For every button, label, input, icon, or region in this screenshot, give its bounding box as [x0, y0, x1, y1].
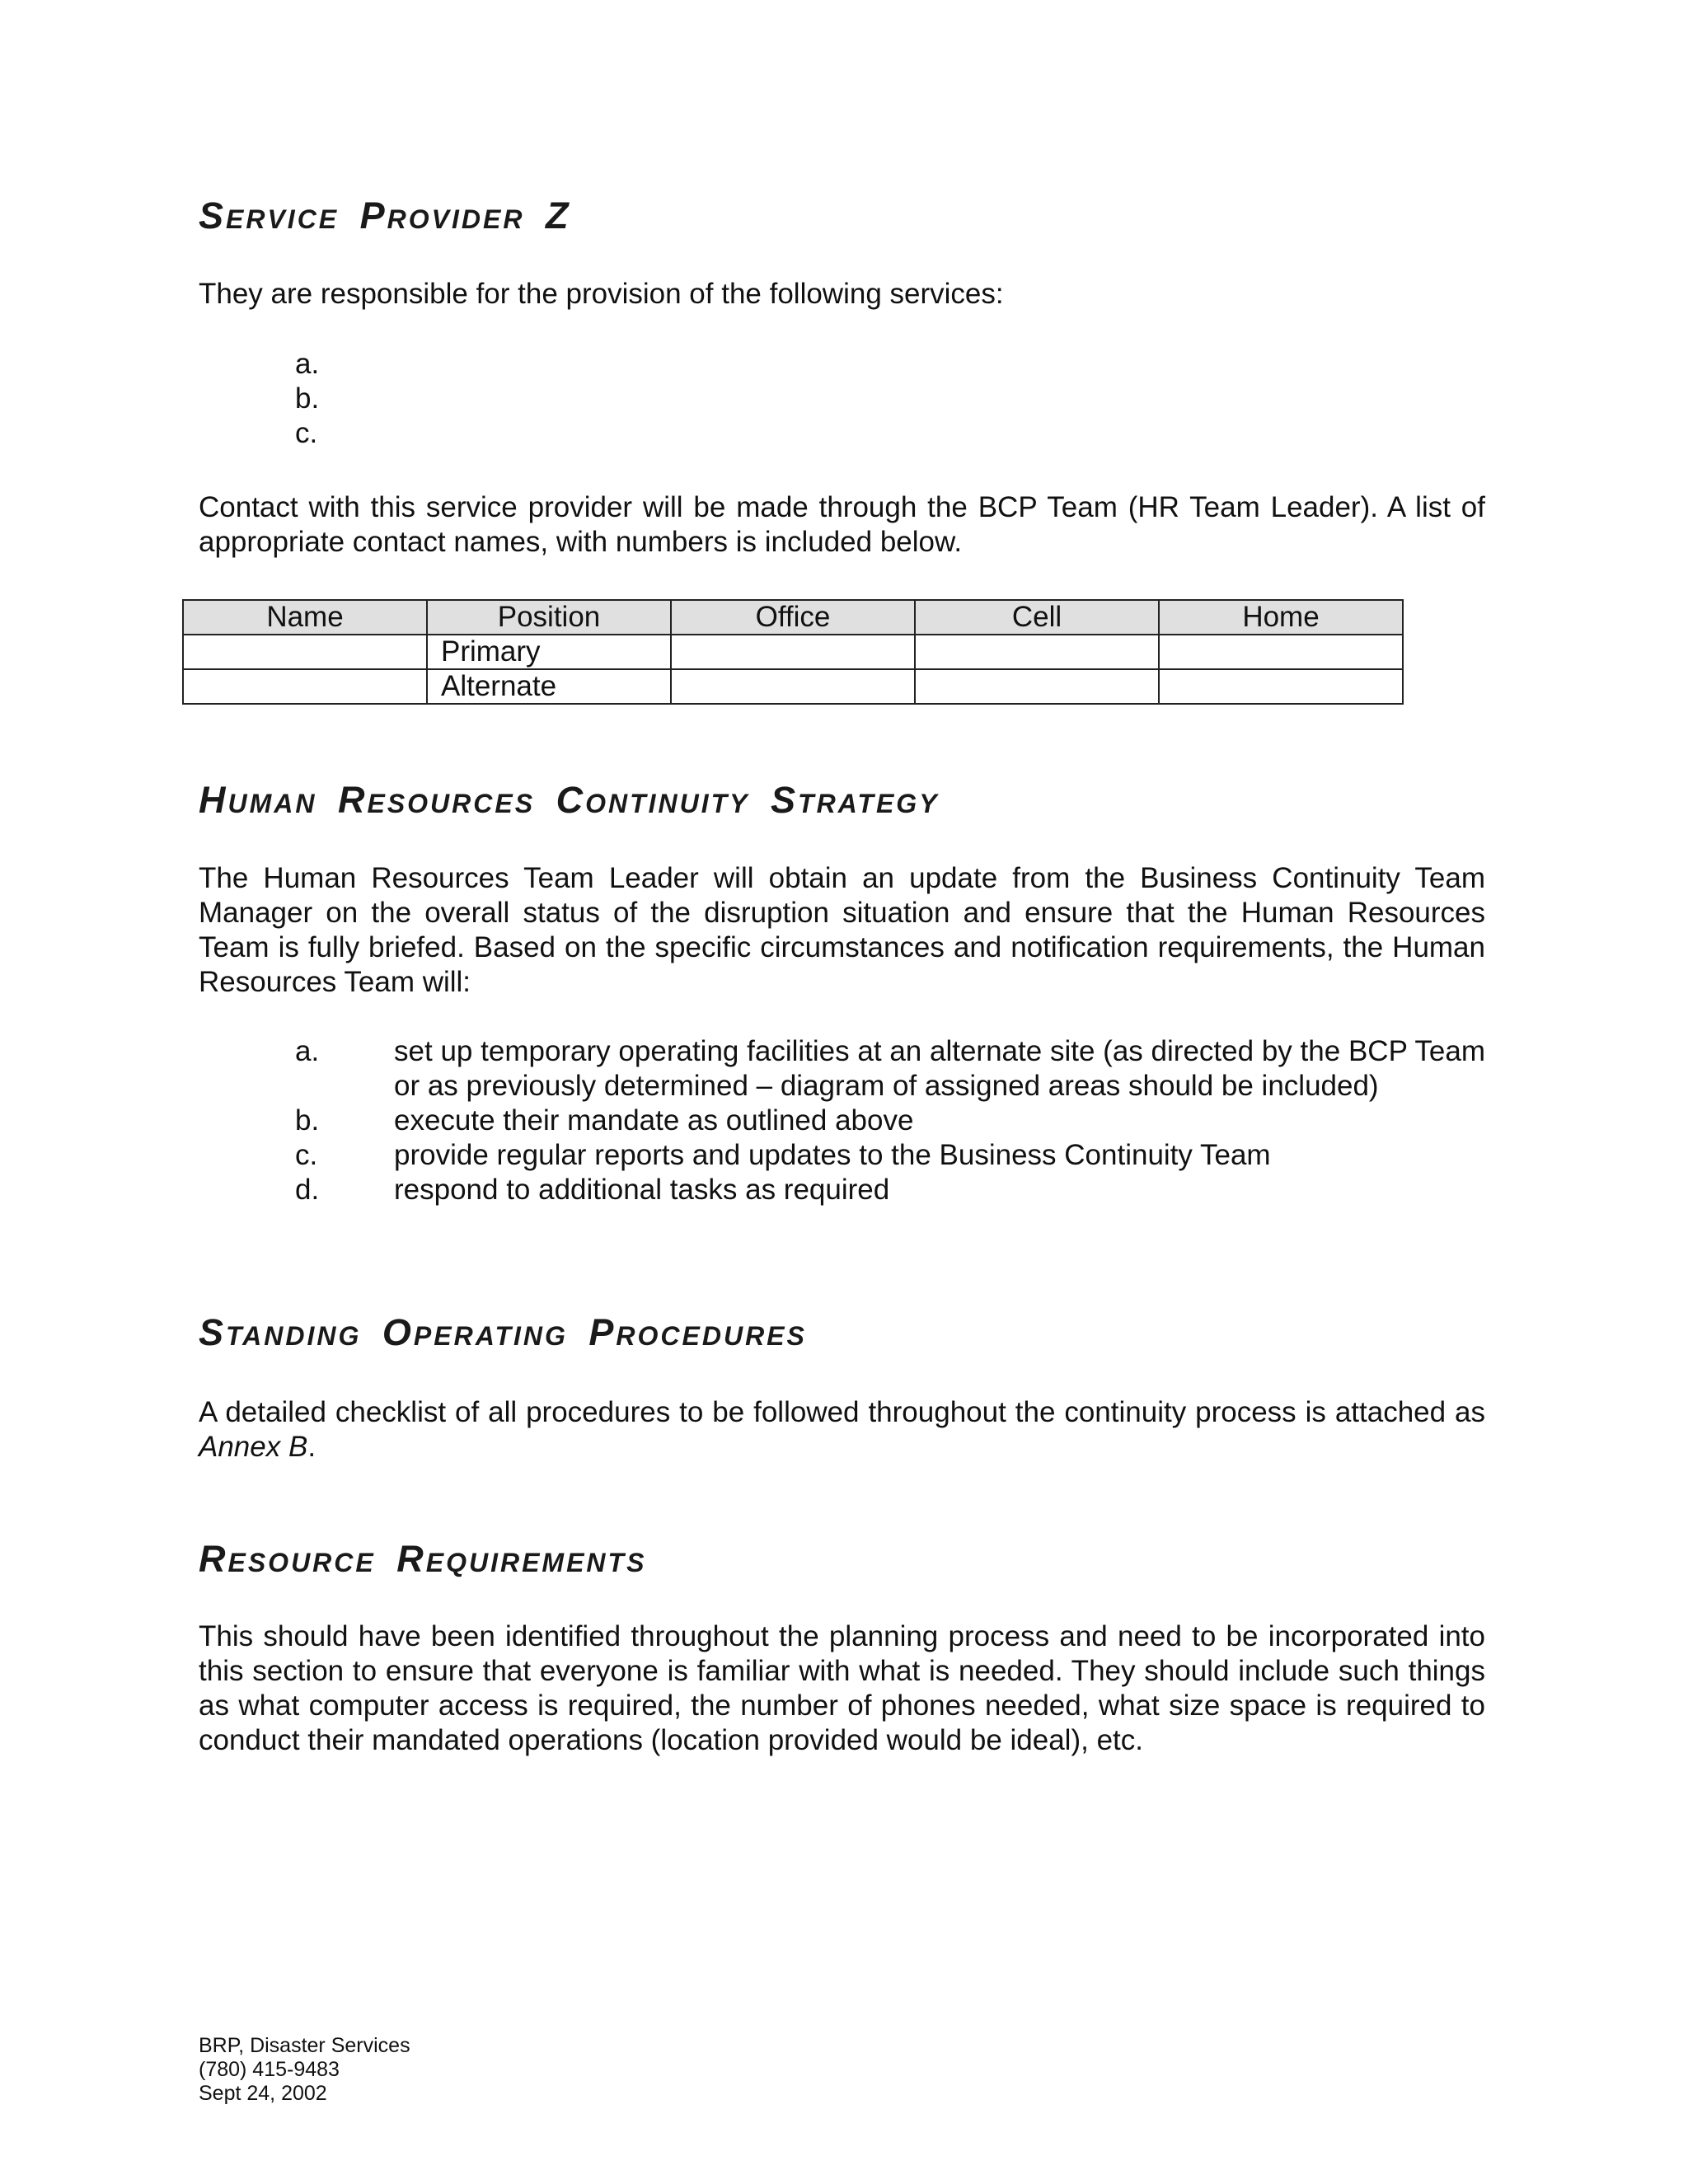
footer-date: Sept 24, 2002 [199, 2082, 327, 2105]
list-item [295, 1104, 1485, 1138]
list-marker: c. [295, 1139, 318, 1171]
cell-position: Alternate [427, 669, 671, 704]
list-item-text: respond to additional tasks as required [394, 1174, 890, 1206]
header-home: Home [1159, 600, 1403, 635]
footer-phone: (780) 415-9483 [199, 2058, 340, 2081]
cell-name [183, 669, 427, 704]
cell-office [671, 635, 915, 669]
resources-text: This should have been identified throughout the planning process and need to be incorporated into this section to ensure that everyone is familiar with what is needed. They should include such things as what computer access is required, the number of phones needed, what size space is required to conduct their mandated operations (location provided would be ideal), etc. [199, 1620, 1485, 1756]
table-row [183, 635, 1403, 669]
cell-position: Primary [427, 635, 671, 669]
provider-services-list [295, 347, 319, 451]
cell-name [183, 635, 427, 669]
annex-reference: Annex B [199, 1431, 308, 1463]
heading-continuity-strategy: Human Resources Continuity Strategy [199, 779, 940, 821]
list-item-text: provide regular reports and updates to the Business Continuity Team [394, 1139, 1271, 1171]
cell-cell [915, 669, 1159, 704]
cell-home [1159, 635, 1403, 669]
heading-service-provider: Service Provider Z [199, 194, 571, 237]
table-row [183, 669, 1403, 704]
cell-home [1159, 669, 1403, 704]
list-item: a. [295, 348, 320, 380]
procedures-text-after: . [307, 1431, 316, 1463]
table-header-row [183, 600, 1403, 635]
list-item: b. [295, 382, 320, 415]
procedures-text-before: A detailed checklist of all procedures to be followed throughout the continuity process is attached as [199, 1396, 1485, 1428]
header-name: Name [183, 600, 427, 635]
provider-contact-text: Contact with this service provider will be made through the BCP Team (HR Team Leader). A list of appropriate contact names, with numbers is included below. [199, 491, 1485, 558]
header-cell: Cell [915, 600, 1159, 635]
header-office: Office [671, 600, 915, 635]
list-item: c. [295, 417, 318, 449]
cell-office [671, 669, 915, 704]
list-item-text: set up temporary operating facilities at an alternate site (as directed by the BCP Team or as previously determined – diagram of assigned areas should be included) [394, 1035, 1485, 1102]
footer-org: BRP, Disaster Services [199, 2034, 410, 2057]
page-footer [199, 2034, 410, 2106]
list-marker: a. [295, 1035, 320, 1067]
contacts-table [182, 599, 1404, 705]
list-marker: d. [295, 1174, 320, 1206]
list-item-text: execute their mandate as outlined above [394, 1104, 914, 1137]
list-item [295, 1034, 1485, 1104]
heading-operating-procedures: Standing Operating Procedures [199, 1311, 807, 1353]
provider-intro: They are responsible for the provision of the following services: [199, 278, 1004, 310]
list-marker: b. [295, 1104, 320, 1137]
header-position: Position [427, 600, 671, 635]
strategy-list [295, 1034, 1485, 1207]
cell-cell [915, 635, 1159, 669]
strategy-intro: The Human Resources Team Leader will obtain an update from the Business Continuity Team Manager on the overall status of the disruption situation and ensure that the Human Resources Team is fully briefed. Based on the specific circumstances and notification requirements, the Human Resources Team will: [199, 862, 1485, 998]
procedures-text [199, 1395, 1485, 1465]
list-item [295, 1138, 1485, 1173]
heading-resource-requirements: Resource Requirements [199, 1538, 647, 1580]
list-item [295, 1173, 1485, 1207]
